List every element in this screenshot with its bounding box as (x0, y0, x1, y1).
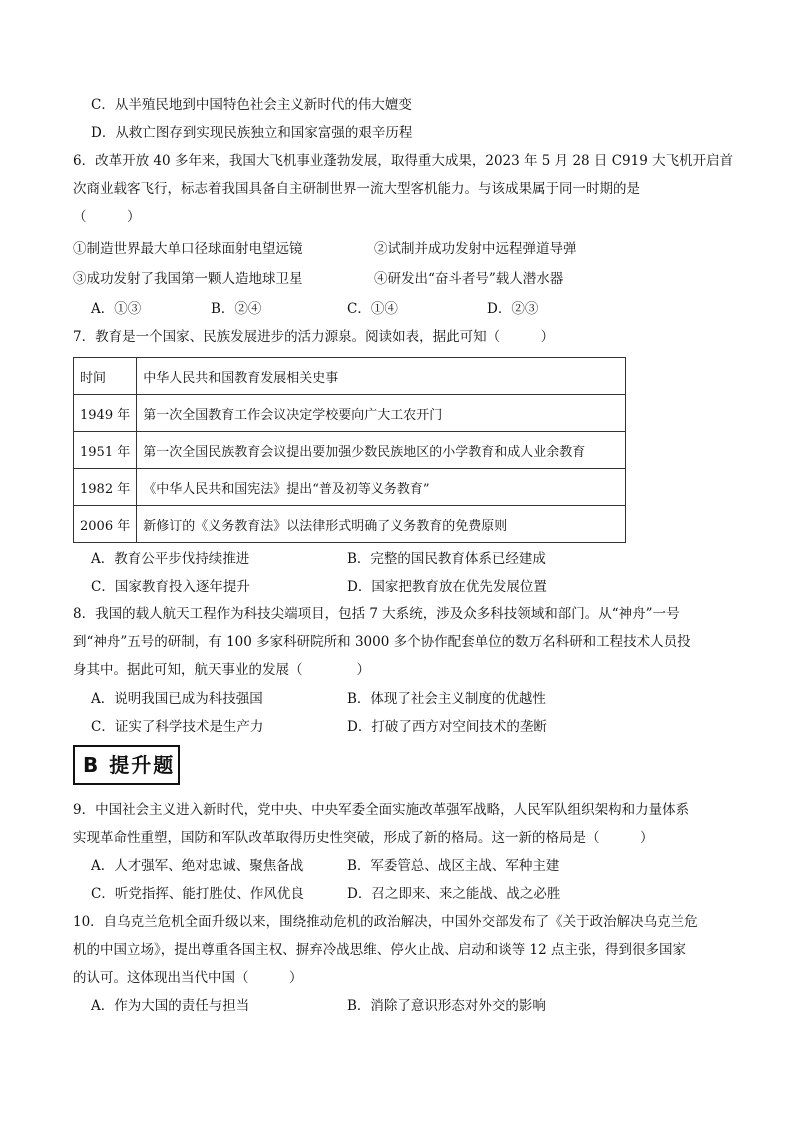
q9-option-d: D．召之即来、来之能战、战之必胜 (347, 886, 561, 902)
header-events: 中华人民共和国教育发展相关史事 (137, 358, 626, 395)
q8-option-c: C．证实了科学技术是生产力 (91, 719, 264, 735)
q9-stem-line2: 实现革命性重塑，国防和军队改革取得历史性突破，形成了新的格局。这一新的格局是（ ） (73, 830, 654, 846)
row-event: 第一次全国教育工作会议决定学校要向广大工农开门 (137, 395, 626, 432)
table-header-row (74, 358, 626, 395)
q6-stem-line1: 6．改革开放 40 多年来，我国大飞机事业蓬勃发展，取得重大成果，2023 年 5 月 28 日 C919 大飞机开启首 (73, 153, 734, 169)
q8-option-d: D．打破了西方对空间技术的垄断 (347, 719, 547, 735)
table-row (74, 432, 626, 469)
table-row (74, 395, 626, 432)
q8-stem-line3: 身其中。据此可知，航天事业的发展（ ） (73, 662, 370, 678)
row-year: 1951 年 (74, 432, 137, 469)
q9-stem-line1: 9．中国社会主义进入新时代，党中央、中央军委全面实施改革强军战略，人民军队组织架构和力量体系 (73, 802, 690, 818)
row-event: 第一次全国民族教育会议提出要加强少数民族地区的小学教育和成人业余教育 (137, 432, 626, 469)
q7-option-c: C．国家教育投入逐年提升 (91, 579, 250, 595)
q9-option-c: C．听党指挥、能打胜仗、作风优良 (91, 886, 304, 902)
q5-option-d: D．从救亡图存到实现民族独立和国家富强的艰辛历程 (91, 125, 413, 141)
q10-stem-line3: 的认可。这体现出当代中国（ ） (73, 970, 303, 986)
q7-stem: 7．教育是一个国家、民族发展进步的活力源泉。阅读如表，据此可知（ ） (73, 329, 555, 345)
q8-option-b: B．体现了社会主义制度的优越性 (347, 691, 546, 707)
q8-stem-line2: 到“神舟”五号的研制，有 100 多家科研院所和 3000 多个协作配套单位的数万名科研和工程技术人员投 (73, 634, 691, 650)
table-row (74, 469, 626, 506)
q10-stem-line1: 10．自乌克兰危机全面升级以来，围绕推动危机的政治解决，中国外交部发布了《关于政治解决乌克兰危 (73, 914, 698, 930)
q9-option-b: B．军委管总、战区主战、军种主建 (347, 858, 560, 874)
q7-option-b: B．完整的国民教育体系已经建成 (347, 551, 546, 567)
row-event: 《中华人民共和国宪法》提出“普及初等义务教育” (137, 469, 626, 506)
q6-item-4: ④研发出“奋斗者号”载人潜水器 (374, 271, 564, 287)
q10-option-a: A．作为大国的责任与担当 (91, 998, 250, 1014)
q5-option-c: C．从半殖民地到中国特色社会主义新时代的伟大嬗变 (91, 97, 412, 113)
q6-item-3: ③成功发射了我国第一颗人造地球卫星 (73, 271, 303, 287)
education-history-table (73, 357, 626, 543)
q6-stem-line2: 次商业载客飞行，标志着我国具备自主研制世界一流大型客机能力。与该成果属于同一时期的是 (73, 181, 640, 197)
row-event: 新修订的《义务教育法》以法律形式明确了义务教育的免费原则 (137, 506, 626, 543)
q10-stem-line2: 机的中国立场》，提出尊重各国主权、摒弃冷战思维、停火止战、启动和谈等 12 点主张，得到很多国家 (73, 942, 687, 958)
row-year: 1982 年 (74, 469, 137, 506)
table-row (74, 506, 626, 543)
q6-option-b: B．②④ (211, 301, 262, 317)
q6-option-d: D．②③ (487, 301, 539, 317)
q6-item-2: ②试制并成功发射中远程弹道导弹 (374, 241, 577, 257)
row-year: 2006 年 (74, 506, 137, 543)
q10-option-b: B．消除了意识形态对外交的影响 (347, 998, 546, 1014)
q8-stem-line1: 8．我国的载人航天工程作为科技尖端项目，包括 7 大系统，涉及众多科技领域和部门。从“神舟”一号 (73, 606, 680, 622)
q9-option-a: A．人才强军、绝对忠诚、聚焦备战 (91, 858, 304, 874)
q6-item-1: ①制造世界最大单口径球面射电望远镜 (73, 241, 303, 257)
q8-option-a: A．说明我国已成为科技强国 (91, 691, 263, 707)
q7-option-d: D．国家把教育放在优先发展位置 (347, 579, 547, 595)
row-year: 1949 年 (74, 395, 137, 432)
header-time: 时间 (74, 358, 137, 395)
q6-option-a: A．①③ (91, 301, 142, 317)
section-b-heading: B 提升题 (73, 745, 180, 785)
q7-option-a: A．教育公平步伐持续推进 (91, 551, 250, 567)
q6-stem-line3: （ ） (73, 209, 141, 225)
q6-option-c: C．①④ (347, 301, 398, 317)
